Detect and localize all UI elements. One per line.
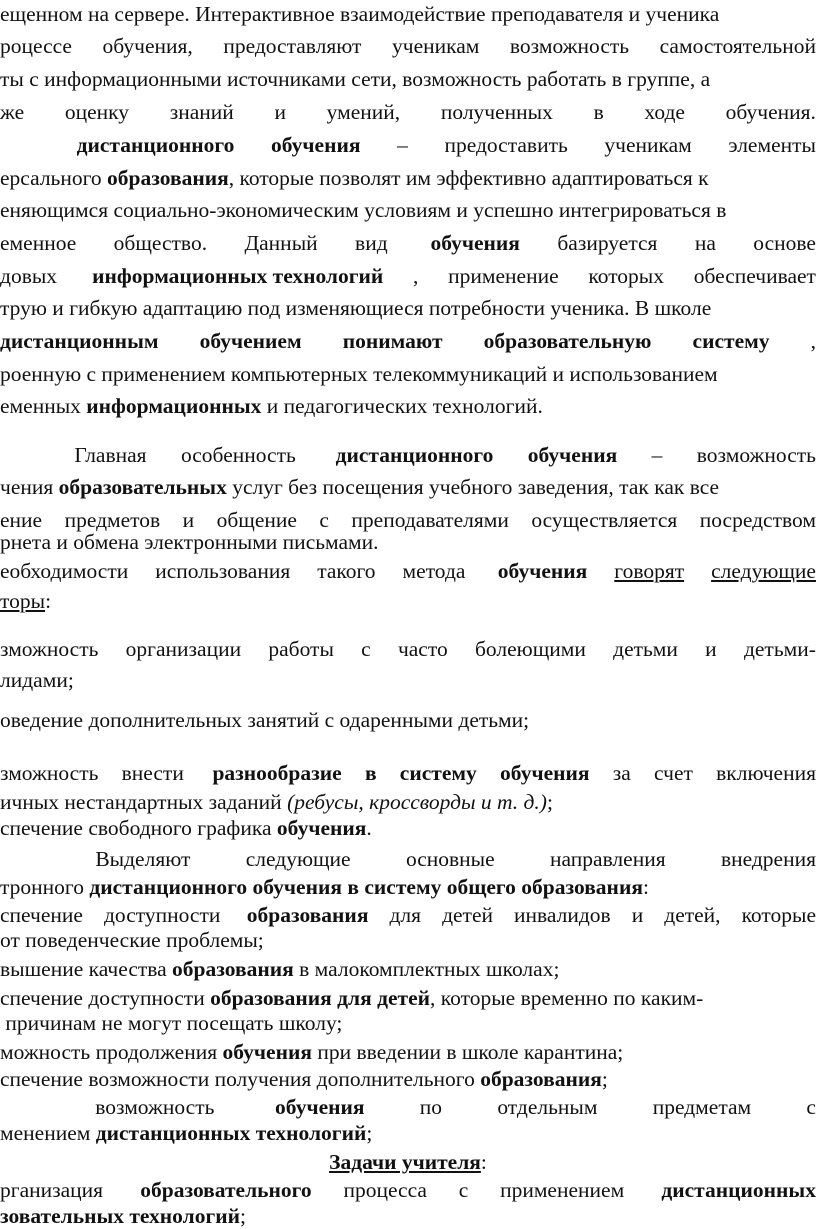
underlined-text: говорят bbox=[614, 559, 685, 583]
bold-text: дистанционным bbox=[0, 329, 159, 353]
bold-text: обучения bbox=[527, 443, 618, 467]
text-run: метода bbox=[402, 559, 471, 583]
text-run: зможность bbox=[0, 761, 99, 785]
text-run: отдельным bbox=[497, 1095, 598, 1119]
text-run: тронного bbox=[0, 875, 90, 899]
bold-text: систему bbox=[692, 329, 770, 353]
text-run: Выделяют bbox=[95, 847, 191, 871]
text-run: от поведенческие проблемы; bbox=[0, 928, 264, 952]
text-run: рнета и обмена электронными письмами. bbox=[0, 530, 379, 554]
text-run: применением bbox=[500, 1178, 630, 1202]
text-run: вышение качества bbox=[0, 957, 173, 981]
text-run: часто bbox=[397, 637, 448, 661]
text-run: лидами; bbox=[0, 668, 74, 692]
text-run bbox=[0, 440, 40, 470]
text-run: можность продолжения bbox=[0, 1040, 223, 1064]
text-line bbox=[0, 163, 816, 193]
text-run: : bbox=[480, 1150, 487, 1174]
text-run: общение bbox=[216, 508, 297, 532]
text-line bbox=[0, 97, 816, 127]
bold-text: образовательную bbox=[483, 329, 652, 353]
text-run: возможность bbox=[696, 443, 816, 467]
text-run: ученикам bbox=[392, 34, 480, 58]
text-line bbox=[0, 1201, 816, 1229]
text-line bbox=[0, 665, 816, 695]
text-run bbox=[0, 130, 40, 160]
text-run: менением bbox=[0, 1121, 96, 1145]
text-run: внести bbox=[121, 761, 190, 785]
text-run: основе bbox=[753, 231, 816, 255]
text-run: роцессе bbox=[0, 34, 72, 58]
text-run: умений, bbox=[326, 100, 401, 124]
text-run: ; bbox=[240, 1204, 246, 1228]
bold-text: дистанционного обучения в систему общего образования bbox=[89, 875, 643, 899]
text-run: знаний bbox=[169, 100, 234, 124]
text-run: предметам bbox=[652, 1095, 752, 1119]
underlined-text: следующие bbox=[711, 559, 816, 583]
text-run: по bbox=[419, 1095, 443, 1119]
bold-text: дистанционных технологий bbox=[95, 1121, 367, 1145]
heading-text: Задачи учителя bbox=[329, 1150, 481, 1174]
italic-text: (ребусы, кроссворды и т. д.) bbox=[287, 790, 547, 814]
text-run: использования bbox=[155, 559, 291, 583]
text-run: предметов bbox=[64, 508, 161, 532]
text-line bbox=[0, 472, 816, 502]
text-run: : bbox=[642, 875, 649, 899]
bold-text: обучением bbox=[199, 329, 302, 353]
text-run: доступности bbox=[103, 903, 226, 927]
text-line bbox=[0, 359, 816, 389]
text-run: спечение возможности получения дополнительного bbox=[0, 1067, 481, 1091]
section-heading bbox=[0, 1147, 816, 1177]
bold-text: в bbox=[364, 761, 377, 785]
text-line bbox=[0, 1008, 816, 1038]
text-run: предоставляют bbox=[223, 34, 362, 58]
text-run: , которые позволят им эффективно адаптироваться к bbox=[228, 166, 709, 190]
text-run: для bbox=[389, 903, 422, 927]
text-run: вид bbox=[355, 231, 394, 255]
text-line bbox=[0, 586, 816, 616]
text-line bbox=[0, 261, 816, 291]
text-run: организации bbox=[125, 637, 242, 661]
bold-text: понимают bbox=[342, 329, 443, 353]
bold-text: образования bbox=[107, 166, 229, 190]
text-run: при введении в школе карантина; bbox=[312, 1040, 624, 1064]
text-run: ученикам bbox=[604, 133, 692, 157]
text-run: применение bbox=[448, 264, 559, 288]
text-run: с bbox=[458, 1178, 469, 1202]
text-run: такого bbox=[317, 559, 376, 583]
text-run: обеспечивает bbox=[693, 264, 816, 288]
text-run: и bbox=[631, 903, 644, 927]
text-run: следующие bbox=[245, 847, 351, 871]
text-run: еменное bbox=[0, 231, 77, 255]
text-run: счет bbox=[654, 761, 693, 785]
text-run: возможность bbox=[509, 34, 630, 58]
text-run: предоставить bbox=[444, 133, 568, 157]
text-run: преподавателями bbox=[351, 508, 509, 532]
text-run: с bbox=[806, 1095, 816, 1119]
bold-text: информационных технологий bbox=[92, 264, 384, 288]
bold-text: обучения bbox=[275, 1095, 365, 1119]
text-run: ичных нестандартных заданий bbox=[0, 790, 288, 814]
list-item bbox=[0, 1037, 816, 1067]
text-run: которые bbox=[741, 903, 816, 927]
bold-text: образования bbox=[172, 957, 294, 981]
text-run: еобходимости bbox=[0, 559, 129, 583]
text-line bbox=[0, 228, 816, 258]
bold-text: дистанционного bbox=[76, 133, 235, 157]
text-run: возможность bbox=[95, 1095, 220, 1119]
text-run: которых bbox=[588, 264, 665, 288]
text-run: ты с информационными источниками сети, возможность работать в группе, а bbox=[0, 67, 711, 91]
text-line bbox=[0, 0, 816, 29]
bold-text: обучения bbox=[500, 761, 590, 785]
text-run: направления bbox=[550, 847, 666, 871]
text-run: самостоятельной bbox=[659, 34, 816, 58]
text-run: же bbox=[0, 100, 25, 124]
text-run: с bbox=[361, 637, 371, 661]
text-run: болеющими bbox=[474, 637, 586, 661]
text-run: работы bbox=[268, 637, 334, 661]
bold-text: обучения bbox=[270, 133, 361, 157]
text-run: с bbox=[319, 508, 329, 532]
bold-text: систему bbox=[399, 761, 477, 785]
text-line bbox=[0, 130, 816, 160]
text-run: спечение bbox=[0, 903, 83, 927]
list-item bbox=[0, 758, 816, 788]
text-run: инвалидов bbox=[514, 903, 611, 927]
text-run: , которые временно по каким- bbox=[430, 986, 704, 1010]
text-run: полученных bbox=[440, 100, 553, 124]
text-run: : bbox=[45, 589, 52, 613]
text-line bbox=[0, 872, 816, 902]
text-run: посредством bbox=[699, 508, 816, 532]
list-item bbox=[0, 813, 816, 843]
text-line bbox=[0, 1118, 816, 1148]
text-run: детей bbox=[442, 903, 493, 927]
text-run: еняющимся социально-экономическим условиям и успешно интегрироваться в bbox=[0, 198, 727, 222]
text-run: , bbox=[810, 329, 816, 353]
text-run: ; bbox=[546, 790, 553, 814]
text-run: и bbox=[705, 637, 717, 661]
text-line bbox=[0, 527, 816, 557]
text-run: общество. bbox=[113, 231, 208, 255]
text-run: . bbox=[366, 816, 372, 840]
bold-text: образования для детей bbox=[210, 986, 431, 1010]
text-run: зможность bbox=[0, 637, 99, 661]
text-run: спечение доступности bbox=[0, 986, 211, 1010]
text-run: детьми- bbox=[743, 637, 816, 661]
bold-text: обучения bbox=[430, 231, 520, 255]
bold-text: образования bbox=[480, 1067, 602, 1091]
text-run: причинам не могут посещать школу; bbox=[0, 1011, 343, 1035]
text-run: ; bbox=[601, 1067, 608, 1091]
text-run: и bbox=[274, 100, 286, 124]
text-line bbox=[0, 195, 816, 225]
text-line bbox=[0, 31, 816, 61]
text-run: ; bbox=[366, 1121, 373, 1145]
list-item bbox=[0, 1064, 816, 1094]
text-run: включения bbox=[716, 761, 816, 785]
bold-text: образовательного bbox=[140, 1178, 312, 1202]
text-run: рганизация bbox=[0, 1178, 109, 1202]
text-run: базируется bbox=[557, 231, 658, 255]
text-run: в bbox=[593, 100, 604, 124]
list-item bbox=[0, 705, 816, 735]
text-run: и педагогических технологий. bbox=[261, 394, 543, 418]
text-run: , bbox=[413, 264, 419, 288]
text-run: ещенном на сервере. Интерактивное взаимодействие преподавателя и ученика bbox=[0, 2, 720, 26]
text-run: ение bbox=[0, 508, 43, 532]
text-line bbox=[0, 293, 816, 323]
text-run: обучения. bbox=[725, 100, 816, 124]
bold-text: образовательных bbox=[58, 475, 227, 499]
bold-text: информационных bbox=[86, 394, 262, 418]
underlined-text: торы bbox=[0, 589, 46, 613]
text-run: процесса bbox=[343, 1178, 427, 1202]
bold-text: обучения bbox=[276, 816, 367, 840]
text-run: детей, bbox=[664, 903, 721, 927]
text-run: детьми bbox=[613, 637, 678, 661]
text-run: – bbox=[651, 443, 663, 467]
list-item bbox=[0, 954, 816, 984]
text-run: Главная bbox=[74, 443, 147, 467]
text-run: элементы bbox=[728, 133, 816, 157]
text-run: за bbox=[612, 761, 631, 785]
text-run: обучения, bbox=[102, 34, 193, 58]
text-run: ходе bbox=[644, 100, 685, 124]
text-run: Данный bbox=[244, 231, 318, 255]
text-run: особенность bbox=[180, 443, 302, 467]
text-run: трую и гибкую адаптацию под изменяющиеся потребности ученика. В школе bbox=[0, 296, 712, 320]
text-line bbox=[0, 440, 816, 470]
text-line bbox=[0, 556, 816, 586]
bold-text: разнообразие bbox=[212, 761, 342, 785]
text-run: еменных bbox=[0, 394, 87, 418]
text-line bbox=[0, 64, 816, 94]
text-run: оведение дополнительных занятий с одаренными детьми; bbox=[0, 708, 530, 732]
text-run: в малокомплектных школах; bbox=[293, 957, 560, 981]
list-item bbox=[0, 634, 816, 664]
text-run: основные bbox=[405, 847, 495, 871]
text-run: осуществляется bbox=[531, 508, 678, 532]
text-line bbox=[0, 326, 816, 356]
text-run bbox=[0, 844, 40, 874]
text-run: и bbox=[182, 508, 195, 532]
text-line bbox=[0, 391, 816, 421]
bold-text: зовательных технологий bbox=[0, 1204, 240, 1228]
bold-text: образования bbox=[246, 903, 369, 927]
bold-text: обучения bbox=[222, 1040, 313, 1064]
bold-text: обучения bbox=[497, 559, 588, 583]
text-run: роенную с применением компьютерных телекоммуникаций и использованием bbox=[0, 362, 718, 386]
text-line bbox=[0, 925, 816, 955]
text-run: оценку bbox=[64, 100, 130, 124]
bold-text: дистанционных bbox=[661, 1178, 816, 1202]
text-run: – bbox=[397, 133, 408, 157]
text-run: услуг без посещения учебного заведения, так как все bbox=[226, 475, 720, 499]
bold-text: дистанционного bbox=[335, 443, 494, 467]
text-run: внедрения bbox=[720, 847, 816, 871]
text-run: довых bbox=[0, 264, 63, 288]
text-line bbox=[0, 844, 816, 874]
text-run: спечение свободного графика bbox=[0, 816, 277, 840]
text-run: ерсального bbox=[0, 166, 108, 190]
text-run: на bbox=[694, 231, 716, 255]
text-run: чения bbox=[0, 475, 59, 499]
